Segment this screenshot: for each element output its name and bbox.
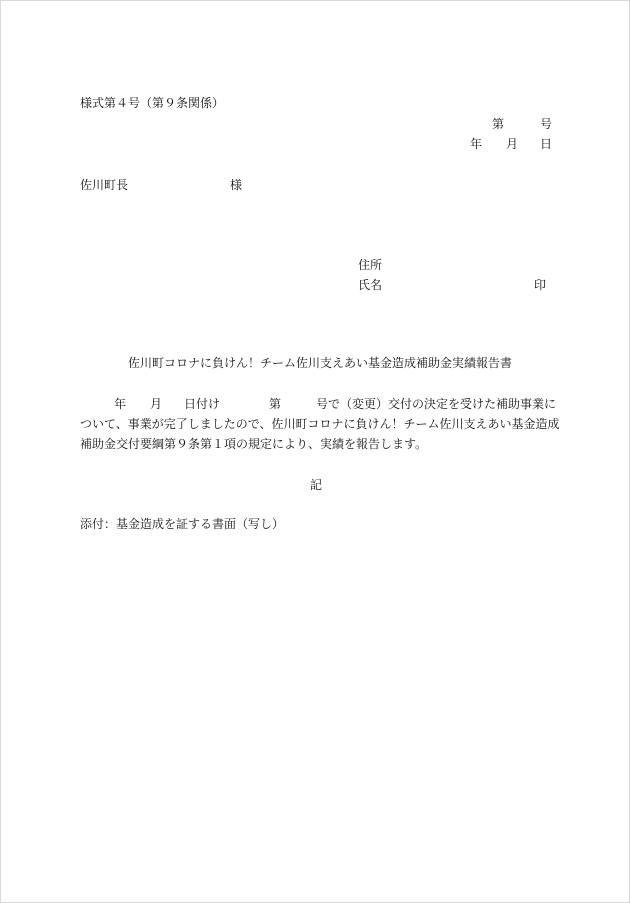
attachment-note: 添付：基金造成を証する書面（写し） xyxy=(80,517,285,531)
ki-heading: 記 xyxy=(310,478,323,492)
date-day: 日 xyxy=(540,137,553,151)
addressee-honorific: 様 xyxy=(230,178,243,192)
body-year: 年 xyxy=(114,397,127,411)
body-dated: 日付け xyxy=(184,397,221,411)
doc-number-dai: 第 xyxy=(492,117,505,131)
date-month: 月 xyxy=(506,137,519,151)
body-dai: 第 xyxy=(269,397,282,411)
form-number: 様式第４号（第９条関係） xyxy=(80,96,225,110)
address-label: 住所 xyxy=(358,258,383,272)
seal-mark: 印 xyxy=(534,278,547,292)
body-month: 月 xyxy=(150,397,163,411)
date-year: 年 xyxy=(470,137,483,151)
doc-number-go: 号 xyxy=(540,117,553,131)
document-title: 佐川町コロナに負けん！チーム佐川支えあい基金造成補助金実績報告書 xyxy=(128,356,513,370)
name-label: 氏名 xyxy=(358,278,383,292)
body-line1-rest: 号で（変更）交付の決定を受けた補助事業に xyxy=(316,397,557,411)
body-line-2: ついて、事業が完了しましたので、佐川町コロナに負けん！チーム佐川支えあい基金造成 xyxy=(80,417,560,431)
addressee-name: 佐川町長 xyxy=(80,178,129,192)
body-line-3: 補助金交付要綱第９条第１項の規定により、実績を報告します。 xyxy=(80,437,428,451)
